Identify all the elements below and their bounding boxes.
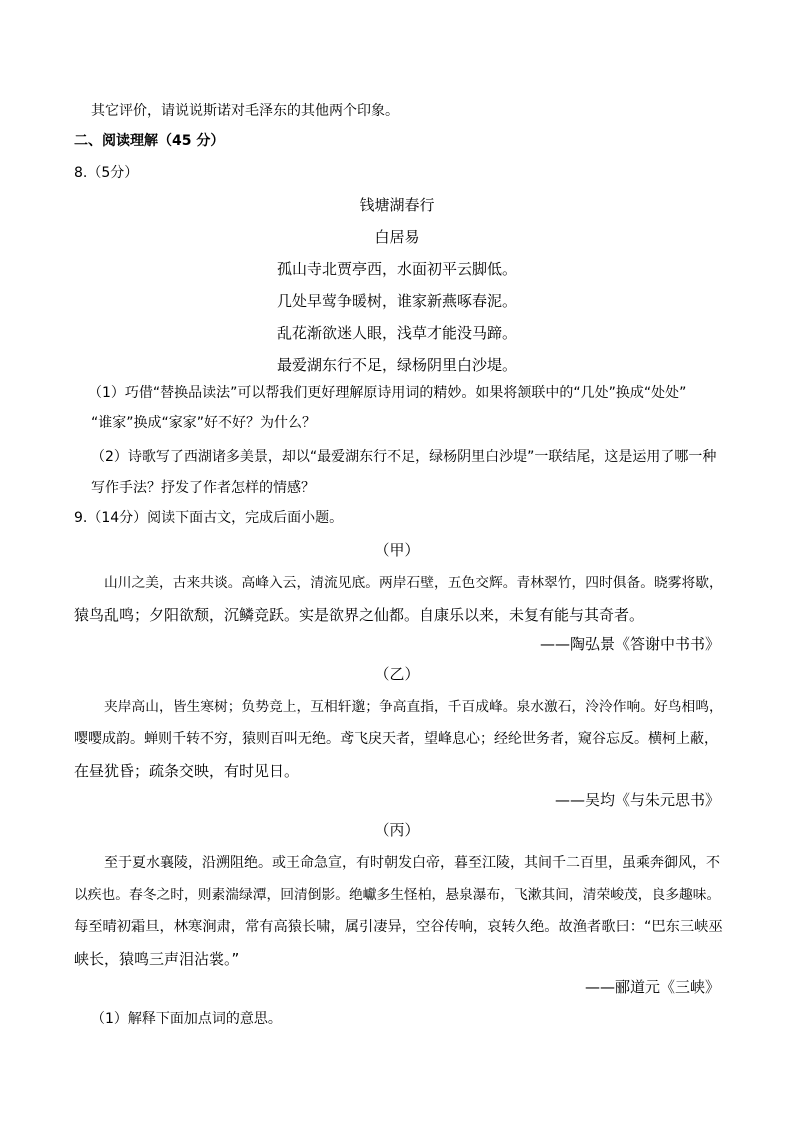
passage-bing-line: 至于夏水襄陵，沿溯阻绝。或王命急宣，有时朝发白帝，暮至江陵，其间千二百里，虽乘奔御风，不 [104,855,720,871]
poem-line: 乱花渐欲迷人眼，浅草才能没马蹄。 [276,324,517,342]
passage-yi-line: 在昼犹昏；疏条交映，有时见日。 [74,762,300,780]
poem-line: 几处早莺争暖树，谁家新燕啄春泥。 [276,292,517,310]
passage-yi-label: （乙） [374,665,420,683]
previous-question-tail: 其它评价，请说说斯诺对毛泽东的其他两个印象。 [91,103,399,119]
passage-bing-label: （丙） [374,821,420,839]
passage-jia-line: 猿鸟乱鸣；夕阳欲颓，沉鳞竞跃。实是欲界之仙都。自康乐以来，未复有能与其奇者。 [74,606,645,624]
passage-bing-line: 峡长，猿鸣三声泪沾裳。” [74,950,240,968]
q8-sub2-line2: 写作手法？抒发了作者怎样的情感？ [91,480,315,496]
passage-yi-line: 嘤嘤成韵。蝉则千转不穷，猿则百叫无绝。鸢飞戾天者，望峰息心；经纶世务者，窥谷忘反。横柯上蔽， [74,731,718,747]
q8-sub2-line1: （2）诗歌写了西湖诸多美景，却以“最爱湖东行不足，绿杨阴里白沙堤”一联结尾，这是运用了哪一种 [91,449,717,465]
poem-line: 孤山寺北贾亭西，水面初平云脚低。 [276,260,517,278]
passage-yi-line: 夹岸高山，皆生寒树；负势竞上，互相轩邈；争高直指，千百成峰。泉水激石，泠泠作响。好鸟相鸣， [104,699,723,715]
passage-bing-line: 以疾也。春冬之时，则素湍绿潭，回清倒影。绝巘多生怪柏，悬泉瀑布，飞漱其间，清荣峻茂，良多趣味。 [74,887,721,903]
passage-bing-source: ——郦道元《三峡》 [584,978,720,996]
poem-line: 最爱湖东行不足，绿杨阴里白沙堤。 [276,356,517,374]
passage-jia-line: 山川之美，古来共谈。高峰入云，清流见底。两岸石壁，五色交辉。青林翠竹，四时俱备。晓雾将歇， [104,575,723,591]
passage-jia-source: ——陶弘景《答谢中书书》 [539,635,720,653]
q9-sub1: （1）解释下面加点词的意思。 [91,1011,282,1027]
question-9-intro: 9.（14分）阅读下面古文，完成后面小题。 [74,510,344,526]
q8-sub1-line1: （1）巧借“替换品读法”可以帮我们更好理解原诗用词的精妙。如果将颔联中的“几处”换成“处处” [88,385,687,401]
passage-jia-label: （甲） [374,541,420,559]
section-heading: 二、阅读理解（45 分） [74,133,225,149]
passage-bing-line: 每至晴初霜旦，林寒涧肃，常有高猿长啸，属引凄异，空谷传响，哀转久绝。故渔者歌曰：“巴东三峡巫 [74,919,723,935]
poem-author: 白居易 [374,228,420,246]
poem-title: 钱塘湖春行 [359,196,435,214]
q8-sub1-line2: “谁家”换成“家家”好不好？为什么？ [91,415,317,431]
passage-yi-source: ——吴均《与朱元思书》 [554,791,720,809]
question-8-number: 8.（5分） [74,165,139,181]
